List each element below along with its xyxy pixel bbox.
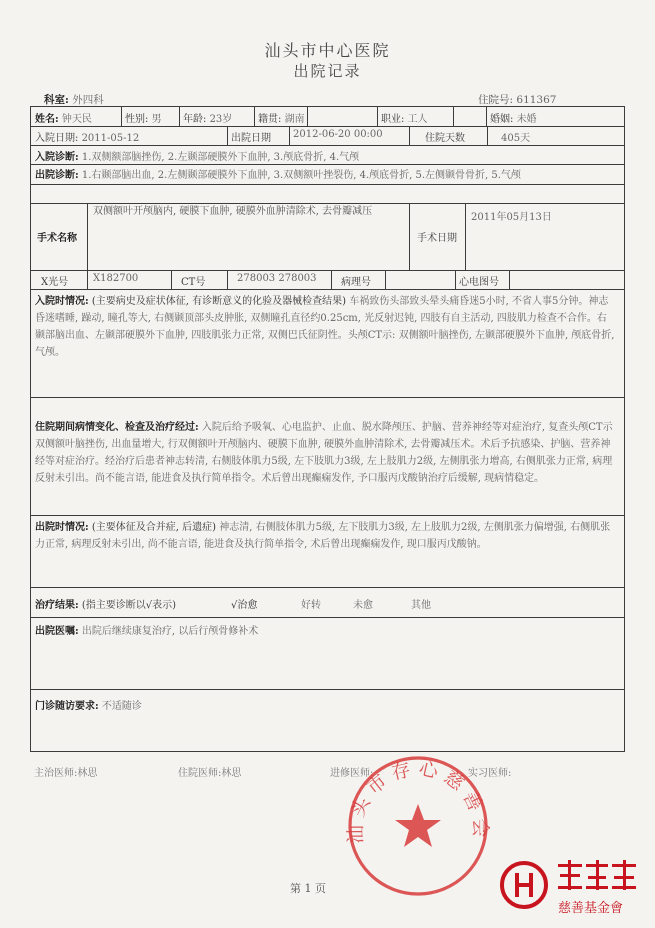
sex-value: 男 xyxy=(151,114,162,125)
origin-value: 湖南 xyxy=(284,114,305,125)
department xyxy=(44,92,104,107)
discharge-status-label: 出院时情况: xyxy=(35,522,89,533)
marital-value: 未婚 xyxy=(516,114,537,125)
admission-number xyxy=(478,92,556,107)
followup-label: 门诊随访要求: xyxy=(35,701,99,712)
admission-number-label: 住院号: xyxy=(478,94,514,106)
admission-status-text: 车祸致伤头部致头晕头痛昏迷5小时, 不省人事5分钟。神志昏迷嗜睡, 躁动, 瞳孔等大, 右侧颞顶部头皮肿胀, 双侧瞳孔直径约0.25cm, 光反射迟钝, 四肢有自主活动, 四肢肌力检查不合作。右颞部脑出血、左颞部硬膜外下血肿, 四肢肌张力正常, 双侧巴氏征阴性。头颅CT示: 双侧额叶脑挫伤, 左颞部硬膜外下血肿, 颅底骨折, 气颅。 xyxy=(35,296,615,358)
name-field xyxy=(35,110,92,125)
admit-diagnosis-text: 1.双侧额部脑挫伤, 2.左颞部硬膜外下血肿, 3.颅底骨折, 4.气颅 xyxy=(81,152,360,163)
followup-text: 不适随诊 xyxy=(101,701,142,712)
age-field xyxy=(183,110,232,125)
followup xyxy=(35,697,142,712)
surgery-date-label: 手术日期 xyxy=(417,233,457,244)
outcome-prompt: (指主要诊断以√表示) xyxy=(81,600,177,611)
outcome-option-cured: √治愈 xyxy=(231,600,258,611)
name-value: 钟天民 xyxy=(61,114,92,125)
ecg-label: 心电图号 xyxy=(459,277,499,288)
outcome-option-other: 其他 xyxy=(411,600,431,611)
ct-value: 278003 278003 xyxy=(237,273,317,284)
admission-status xyxy=(35,293,615,393)
admit-diagnosis xyxy=(35,148,359,163)
surgery-name-text: 双侧额叶开颅脑内, 硬膜下血肿, 硬膜外血肿清除术, 去骨瓣减压 xyxy=(93,206,373,217)
admission-status-prompt: (主要病史及症状体征, 有诊断意义的化验及器械检查结果) xyxy=(91,296,347,307)
job-value: 工人 xyxy=(407,114,428,125)
stay-days-value: 405天 xyxy=(501,133,531,144)
document-title: 出院记录 xyxy=(293,62,362,80)
sex-field xyxy=(125,110,162,125)
ct-label: CT号 xyxy=(181,277,206,288)
discharge-orders xyxy=(35,622,258,637)
discharge-status-text: 神志清, 右侧肢体肌力5级, 左下肢肌力3级, 左上肢肌力2级, 左侧肌张力偏增强, 右侧肌张力正常, 病理反射未引出, 尚不能言语, 能进食及执行简单指令, 术后曾出现癫痫发作, 现口服丙戊酸钠。 xyxy=(35,522,611,550)
outcome-option-not-cured: 未愈 xyxy=(353,600,373,611)
discharge-diagnosis-label: 出院诊断: xyxy=(35,170,79,181)
surgery-date-value: 2011年05月13日 xyxy=(471,212,552,223)
trainee-signature: 实习医师: xyxy=(468,768,512,779)
resident-signature: 住院医师:林思 xyxy=(178,768,242,779)
discharge-status xyxy=(35,519,615,585)
surgery-name-label: 手术名称 xyxy=(37,233,77,244)
sex-label: 性别: xyxy=(125,114,149,125)
xray-label: X光号 xyxy=(41,277,69,288)
discharge-orders-label: 出院医嘱: xyxy=(35,626,79,637)
job-label: 职业: xyxy=(381,114,405,125)
discharge-diagnosis-text: 1.右颞部脑出血, 2.左侧颞部硬膜外下血肿, 3.双侧额叶挫裂伤, 4.颅底骨折, 5.左侧颞骨骨折, 5.气颅 xyxy=(81,170,521,181)
hospital-course xyxy=(35,419,615,513)
origin-field xyxy=(258,110,305,125)
marital-field xyxy=(490,110,537,125)
discharge-orders-text: 出院后继续康复治疗, 以后行颅骨修补术 xyxy=(81,626,259,637)
admit-date-value: 2011-05-12 xyxy=(81,133,140,144)
hospital-course-label: 住院期间病情变化、检查及治疗经过: xyxy=(35,422,199,433)
hospital-course-text: 入院后给予吸氧、心电监护、止血、脱水降颅压、护脑、营养神经等对症治疗, 复查头颅CT示双侧额叶脑挫伤, 出血量增大, 行双侧额叶开颅脑内、硬膜下血肿, 硬膜外血肿清除术, 去骨瓣减压术。术后予抗感染、护脑、营养神经等对症治疗。经治疗后患者神志转清, 右侧肢体肌力5级, 左下肢肌力3级, 左上肢肌力2级, 左侧肌张力增高, 右侧肌张力正常, 病理反射未引出。尚不能言语, 能进食及执行简单指令。术后曾出现癫痫发作, 予口服丙戊酸钠治疗后缓解, 现病情稳定。 xyxy=(35,422,613,484)
department-value: 外四科 xyxy=(72,94,104,106)
hospital-name: 汕头市中心医院 xyxy=(264,41,391,60)
seal-text: 汕头市存心慈善会 xyxy=(344,757,492,844)
page-number: 第 1 页 xyxy=(290,882,326,895)
age-value: 23岁 xyxy=(209,114,233,125)
name-label: 姓名: xyxy=(35,114,59,125)
record-form xyxy=(30,106,625,752)
attending-signature: 主治医师:林思 xyxy=(34,768,98,779)
intern-signature: 进修医师: xyxy=(330,768,374,779)
outcome-label: 治疗结果: (指主要诊断以√表示) xyxy=(35,600,177,611)
admit-diagnosis-label: 入院诊断: xyxy=(35,152,79,163)
job-field xyxy=(381,110,428,125)
stay-days-label: 住院天数 xyxy=(425,133,465,144)
marital-label: 婚姻: xyxy=(490,114,514,125)
origin-label: 籍贯: xyxy=(258,114,282,125)
discharge-diagnosis xyxy=(35,167,615,203)
admit-date-label: 入院日期: xyxy=(35,133,79,144)
outcome-option-improved: 好转 xyxy=(301,600,321,611)
department-label: 科室: xyxy=(44,94,69,106)
discharge-date-label: 出院日期 xyxy=(231,133,271,144)
pathology-label: 病理号 xyxy=(341,277,371,288)
charity-seal-stamp xyxy=(344,752,492,900)
charity-foundation-logo xyxy=(498,852,648,922)
logo-caption: 慈善基金會 xyxy=(558,901,624,916)
admission-number-value: 611367 xyxy=(516,94,557,106)
admission-status-label: 入院时情况: xyxy=(35,296,89,307)
xray-value: X182700 xyxy=(93,273,139,284)
discharge-date-value: 2012-06-20 00:00 xyxy=(293,129,383,140)
discharge-status-prompt: (主要体征及合并症, 后遗症) xyxy=(91,522,217,533)
age-label: 年龄: xyxy=(183,114,207,125)
admit-date-field xyxy=(35,129,139,144)
